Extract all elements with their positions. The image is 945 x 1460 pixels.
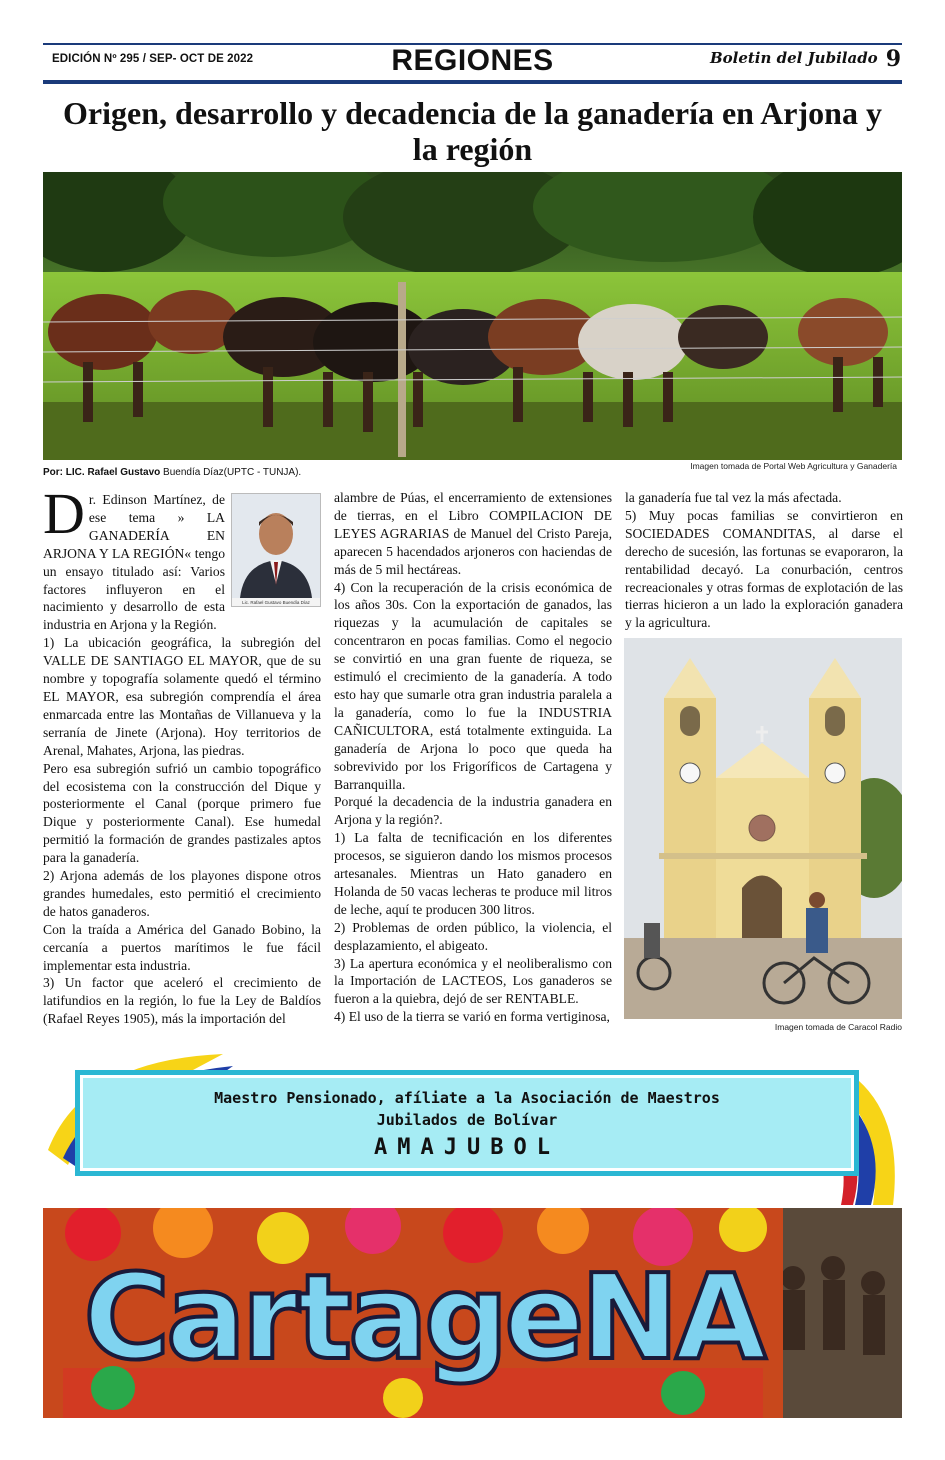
col2-paragraph: alambre de Púas, el encerramiento de extensiones de tierras, en el Libro COMPILACION DE LEYES AGRARIAS de Manuel del Cristo Pareja, aparecen 5 hacendados arjoneros con haciendas de más de 5 mil hectáreas. bbox=[334, 490, 612, 577]
dropcap-letter: D bbox=[43, 481, 85, 546]
author-portrait bbox=[231, 493, 321, 607]
cartagena-illustration bbox=[43, 1208, 902, 1418]
col1-paragraph: 3) Un factor que aceleró el crecimiento de latifundios en la región, lo fue la Ley de Baldíos (Rafael Reyes 1905), más la importación del bbox=[43, 975, 321, 1027]
amajubol-banner bbox=[43, 1040, 903, 1205]
byline-affiliation: Buendía Díaz(UPTC - TUNJA). bbox=[163, 467, 302, 478]
article-column-2 bbox=[334, 489, 612, 1026]
col1-paragraph: r. Edinson Martínez, de ese tema » LA GANADERÍA EN ARJONA Y LA REGIÓN« tengo un ensayo titulado así: Varios factores influyeron en el nacimiento y desarrollo de esta industria en Arjona y la Región. bbox=[43, 492, 225, 633]
church-photo bbox=[624, 638, 902, 1019]
byline-author: Por: LIC. Rafael Gustavo bbox=[43, 467, 161, 478]
article-byline bbox=[43, 467, 301, 478]
col2-paragraph: Porqué la decadencia de la industria ganadera en Arjona y la región?. bbox=[334, 794, 612, 828]
author-portrait-image bbox=[232, 494, 320, 606]
article-column-3 bbox=[625, 489, 903, 632]
publication-masthead bbox=[710, 46, 901, 72]
col3-paragraph: la ganadería fue tal vez la más afectada. bbox=[625, 490, 842, 505]
col1-paragraph: 2) Arjona además de los playones dispone otros grandes humedales, esto permitió el crecimiento de hatos ganaderos. bbox=[43, 868, 321, 919]
portrait-caption: Lic. Rafael Gustavo Buendía Díaz bbox=[242, 600, 310, 605]
banner-box bbox=[75, 1070, 859, 1176]
col2-paragraph: 4) El uso de la tierra se varió en forma vertiginosa, bbox=[334, 1009, 610, 1025]
cattle-photo-credit: Imagen tomada de Portal Web Agricultura y Ganadería bbox=[690, 461, 897, 471]
col2-paragraph: 4) Con la recuperación de la crisis económica de los años 30s. Con la exportación de ganados, las riquezas y la acumulación de capitales se concentraron en pocas familias. Como el negocio se convirtió en una gran fuente de riqueza, se estimuló el crecimiento de la ganadería. A todo esto hay que sumarle otra gran industria paralela a la ganadería, como lo fue la INDUSTRIA CAÑICULTORA, está totalmente extinguida. La ganadería de Arjona lo poco que queda ha sobrevivido por los Frigoríficos de Cartagena y Barranquilla. bbox=[334, 579, 612, 792]
cartagena-sign-text: CartageNA bbox=[83, 1248, 763, 1386]
col1-paragraph: Con la traída a América del Ganado Bobino, la cercanía a puertos marítimos le fue fácil implementar esta industria. bbox=[43, 921, 321, 973]
church-illustration bbox=[624, 638, 902, 1019]
col2-paragraph: 1) La falta de tecnificación en los diferentes procesos, se siguieron dando los mismos procesos artesanales. Mientras un Hato ganadero en Holanda de 50 vacas lecheras te produce mil litros de leche, aquí te producen 300 litros. bbox=[334, 830, 612, 917]
section-title: REGIONES bbox=[391, 44, 554, 77]
banner-line-1: Maestro Pensionado, afíliate a la Asociación de Maestros bbox=[214, 1089, 720, 1107]
page-number: 9 bbox=[885, 46, 901, 72]
banner-line-2: Jubilados de Bolívar bbox=[376, 1111, 558, 1129]
col1-paragraph: Pero esa subregión sufrió un cambio topográfico del ecosistema con la construcción del Dique y posteriormente el Canal (porque primero fue Dique y posteriormente Canal). Ese humedal permitió la formación de grandes pastizales aptos para la ganadería. bbox=[43, 760, 321, 866]
cattle-illustration bbox=[43, 172, 902, 460]
cartagena-photo bbox=[43, 1208, 902, 1418]
article-column-1 bbox=[43, 481, 321, 1028]
col2-paragraph: 3) La apertura económica y el neoliberalismo con la Importación de LACTEOS, Los ganaderos se fueron a la quiebra, dejó de ser RENTABLE. bbox=[334, 955, 612, 1007]
col1-paragraph: 1) La ubicación geográfica, la subregión del VALLE DE SANTIAGO EL MAYOR, que de su nombre y topografía solamente quedó el término EL MAYOR, esa subregión comprendía el área enmarcada entre las Montañas de Villanueva y la serranía de Jinete (Arjona). Hoy territorios de Arenal, Mahates, Arjona, las piedras. bbox=[43, 635, 321, 758]
header-bottom-rule bbox=[43, 80, 902, 84]
banner-line-3: AMAJUBOL bbox=[374, 1135, 560, 1160]
edition-label: EDICIÓN Nº 295 / SEP- OCT DE 2022 bbox=[52, 53, 254, 65]
col3-paragraph: 5) Muy pocas familias se convirtieron en SOCIEDADES COMANDITAS, al darse el derecho de sucesión, las fortunas se evaporaron, la rentabilidad decayó. La conurbación, centros recreacionales y otras formas de explotación de las tierras hicieron a un lado la exploración ganadera y la agricultura. bbox=[625, 507, 903, 631]
church-photo-credit: Imagen tomada de Caracol Radio bbox=[774, 1022, 902, 1032]
cattle-photo bbox=[43, 172, 902, 460]
col2-paragraph: 2) Problemas de orden público, la violencia, el desplazamiento, el abigeato. bbox=[334, 919, 612, 953]
article-headline: Origen, desarrollo y decadencia de la ganadería en Arjona y la región bbox=[63, 95, 882, 167]
publication-name: Boletin del Jubilado bbox=[709, 49, 878, 67]
